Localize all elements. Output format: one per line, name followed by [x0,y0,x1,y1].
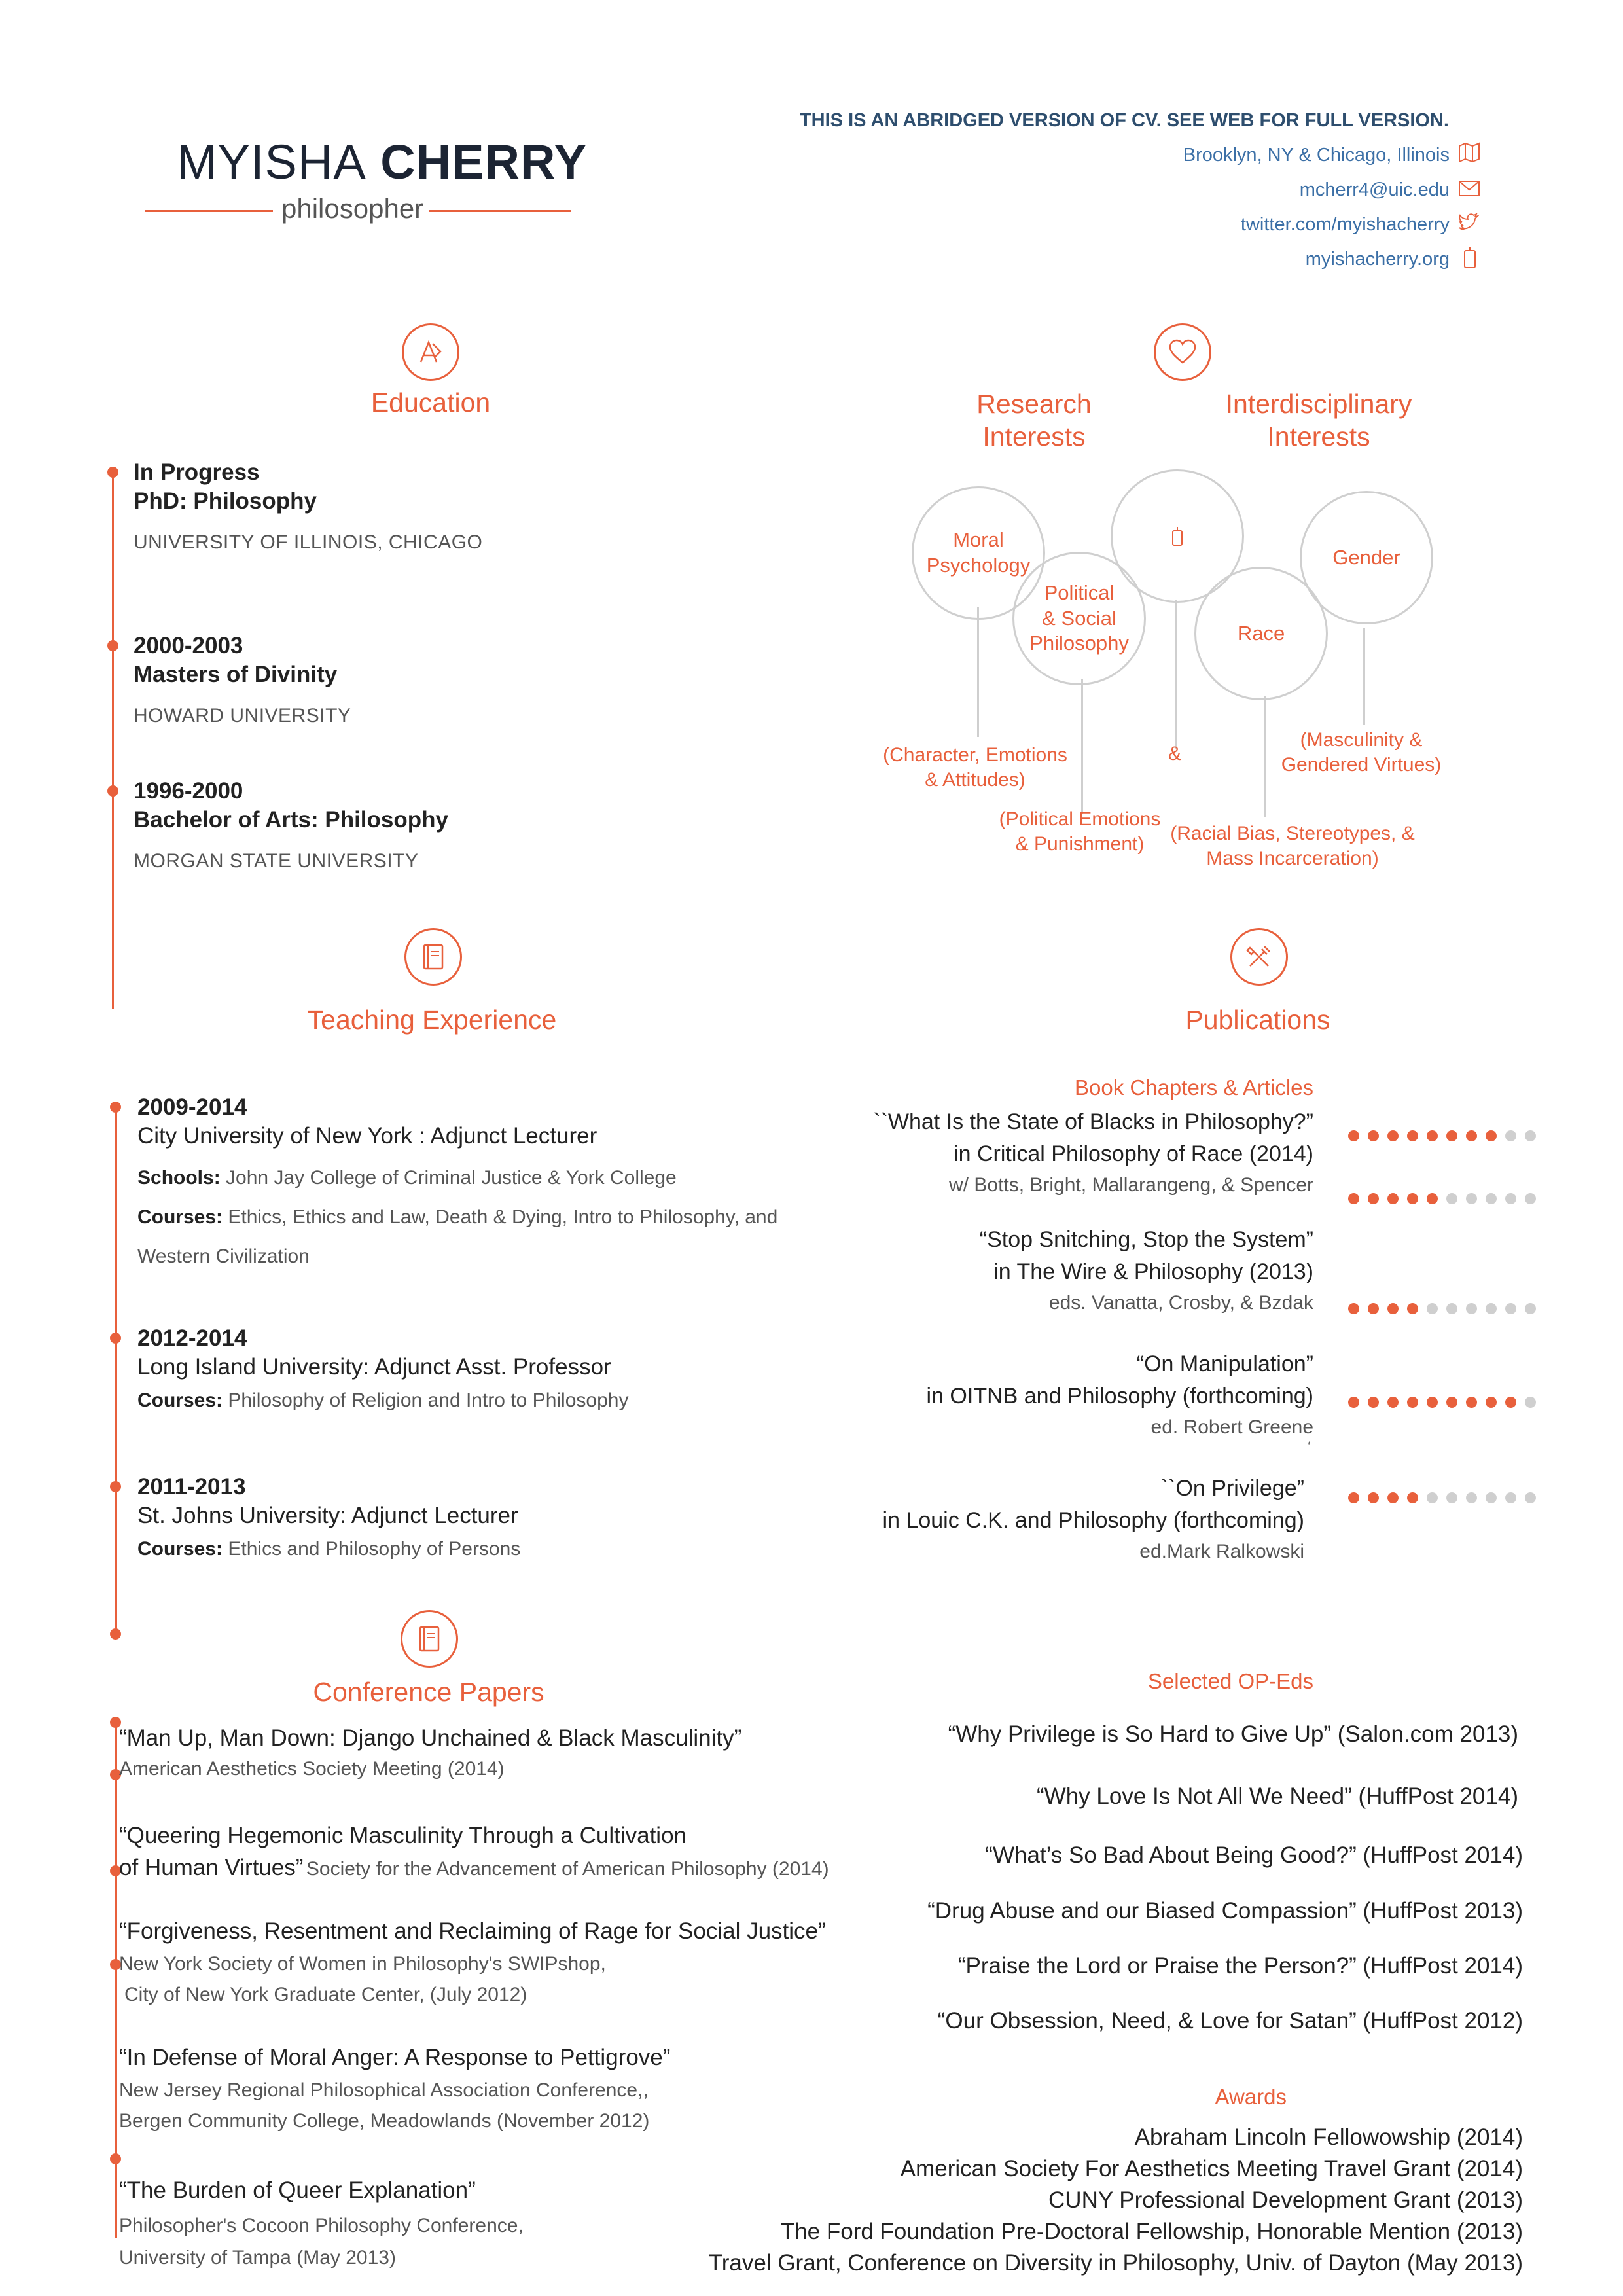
publication-item [980,1224,1313,1317]
interdisciplinary-interests-title [1188,387,1450,453]
rating-dot-empty [1525,1397,1536,1408]
oped-item: “What’s So Bad About Being Good?” (HuffPost 2014) [985,1842,1523,1868]
note-line: Mass Incarceration) [1206,847,1379,869]
pub-eds: ed.Mark Ralkowski [1139,1540,1304,1562]
rating-dot-filled [1407,1397,1418,1408]
role-rule-left [145,210,273,212]
teaching-details [137,1538,520,1560]
role-label: philosopher [281,193,424,224]
education-item [134,458,482,554]
contact-website[interactable]: myishacherry.org [1305,249,1450,270]
education-period: 2000-2003 [134,633,243,658]
pub-book: in Louic C.K. and Philosophy (forthcoming) [882,1508,1304,1534]
last-name: CHERRY [380,135,588,189]
rating-dot-filled [1368,1397,1379,1408]
contact-email[interactable]: mcherr4@uic.edu [1299,179,1450,200]
connector-line [977,607,979,737]
paper-venue: American Aesthetics Society Meeting (2014) [119,1758,505,1780]
teaching-timeline [115,1106,117,1636]
award-item: Travel Grant, Conference on Diversity in Philosophy, Univ. of Dayton (May 2013) [708,2250,1523,2276]
teaching-period: 2012-2014 [137,1325,247,1351]
rating-dot-empty [1486,1303,1497,1314]
rating-dot-empty [1466,1193,1477,1204]
rating-dot-filled [1348,1492,1359,1503]
rating-dot-empty [1486,1193,1497,1204]
award-item: American Society For Aesthetics Meeting Travel Grant (2014) [900,2156,1523,2181]
education-title: Education [370,387,491,418]
pub-book: in The Wire & Philosophy (2013) [993,1259,1313,1285]
note-line: (Masculinity & [1300,729,1423,751]
research-interests-title [903,387,1165,453]
rating-dot-filled [1387,1492,1399,1503]
publication-item [927,1348,1313,1441]
education-item [134,632,351,727]
education-period: In Progress [134,459,260,485]
awards-heading: Awards [1215,2085,1287,2109]
connector-line [1363,628,1365,725]
moral-note [851,743,1099,792]
education-school: MORGAN STATE UNIVERSITY [134,850,419,872]
pub-book: in Critical Philosophy of Race (2014) [954,1141,1313,1167]
education-timeline [112,473,114,1009]
timeline-dot [110,1481,121,1492]
education-school: HOWARD UNIVERSITY [134,704,351,726]
courses-value: Ethics, Ethics and Law, Death & Dying, Intro to Philosophy, and [228,1206,778,1228]
tools-icon [1230,928,1288,986]
bubble-label: Philosophy [1029,632,1129,655]
rating-dot-empty [1525,1130,1536,1141]
paper-venue: Bergen Community College, Meadowlands (November 2012) [119,2109,650,2132]
teaching-details [137,1158,777,1276]
pub-eds: eds. Vanatta, Crosby, & Bzdak [1048,1291,1313,1314]
rating-dot-filled [1427,1130,1438,1141]
rating-dot-filled [1368,1492,1379,1503]
rating-dot-empty [1427,1492,1438,1503]
courses-label: Courses: [137,1389,223,1411]
rating-dot-empty [1446,1193,1457,1204]
rating-dot-empty [1427,1303,1438,1314]
rating-dot-empty [1486,1492,1497,1503]
education-degree: Masters of Divinity [134,661,338,687]
connector-line [1175,600,1177,749]
rating-dot-empty [1466,1303,1477,1314]
role-rule-right [429,210,571,212]
paper-venue: New Jersey Regional Philosophical Association Conference,, [119,2079,649,2102]
rating-dot-filled [1486,1397,1497,1408]
award-item: CUNY Professional Development Grant (2013) [1048,2187,1523,2213]
pub-book: in OITNB and Philosophy (forthcoming) [926,1384,1313,1409]
note-line: (Political Emotions [999,808,1161,830]
pub-rating-dots [1348,1397,1536,1408]
amp-note: & [1168,743,1181,764]
pub-rating-dots [1348,1492,1536,1503]
pub-rating-dots [1348,1193,1536,1204]
education-item [134,777,448,872]
bubble-label: Political [1044,581,1115,604]
teaching-period: 2009-2014 [137,1094,247,1120]
pub-title: ``On Privilege” [1160,1476,1304,1501]
courses-value-cont: Western Civilization [137,1245,310,1267]
rating-dot-filled [1368,1130,1379,1141]
paper-title: of Human Virtues” [119,1855,304,1880]
paper-title: “The Burden of Queer Explanation” [119,2178,476,2203]
rating-dot-empty [1466,1492,1477,1503]
envelope-icon [1458,180,1480,200]
rating-dot-filled [1407,1130,1418,1141]
rating-dot-filled [1446,1130,1457,1141]
rating-dot-empty [1505,1193,1516,1204]
education-icon [402,323,459,381]
paper-venue: New York Society of Women in Philosophy's SWIPshop, [119,1953,606,1975]
note-line: (Character, Emotions [883,744,1067,766]
courses-value: Philosophy of Religion and Intro to Philosophy [228,1389,629,1411]
rating-dot-empty [1446,1303,1457,1314]
note-line: & Punishment) [1015,833,1145,855]
bubble-label: Moral [953,528,1004,552]
contact-location: Brooklyn, NY & Chicago, Illinois [1183,145,1450,166]
rating-dot-filled [1486,1130,1497,1141]
map-icon [1458,142,1480,166]
publication-item [883,1473,1304,1566]
schools-label: Schools: [137,1166,221,1189]
rating-dot-filled [1407,1303,1418,1314]
conference-item [119,1820,829,1884]
contact-twitter[interactable]: twitter.com/myishacherry [1240,214,1450,235]
opeds-heading: Selected OP-Eds [1147,1669,1313,1693]
rating-dot-filled [1387,1397,1399,1408]
paper-venue: University of Tampa (May 2013) [119,2247,396,2269]
conference-item [119,1914,826,2010]
oped-item: “Why Love Is Not All We Need” (HuffPost 2014) [1037,1784,1518,1809]
courses-value: Ethics and Philosophy of Persons [228,1537,521,1560]
oped-item: “Drug Abuse and our Biased Compassion” (HuffPost 2013) [927,1898,1523,1924]
rating-dot-filled [1466,1397,1477,1408]
race-note [1149,821,1436,870]
gender-note [1243,728,1479,777]
pub-eds: w/ Botts, Bright, Mallarangeng, & Spencer [949,1174,1313,1196]
heart-icon [1154,323,1211,381]
rating-dot-filled [1387,1303,1399,1314]
conference-item [119,2172,524,2274]
rating-dot-empty [1446,1492,1457,1503]
teaching-role: City University of New York : Adjunct Lecturer [137,1122,597,1149]
gender-bubble [1300,491,1433,624]
paper-title: “Queering Hegemonic Masculinity Through a Cultivation [119,1823,687,1848]
timeline-dot [110,1333,121,1344]
rating-dot-filled [1387,1130,1399,1141]
pub-rating-dots [1348,1303,1536,1314]
pub-eds: ed. Robert Greene [1150,1416,1313,1438]
courses-label: Courses: [137,1206,223,1228]
teaching-item [137,1093,777,1276]
rating-dot-filled [1348,1397,1359,1408]
paper-venue: City of New York Graduate Center, (July 2012) [124,1983,527,2005]
rating-dot-empty [1525,1193,1536,1204]
note-line: (Racial Bias, Stereotypes, & [1170,823,1415,844]
rating-dot-filled [1407,1193,1418,1204]
timeline-dot [110,2153,121,2164]
conference-title: Conference Papers [313,1677,544,1707]
rating-dot-empty [1525,1492,1536,1503]
rating-dot-filled [1466,1130,1477,1141]
pub-title: “Stop Snitching, Stop the System” [979,1227,1313,1252]
bubble-label: Gender [1332,545,1400,569]
phone-icon [1171,526,1183,547]
rating-dot-filled [1446,1397,1457,1408]
twitter-bird-icon [1458,213,1479,235]
rating-dot-filled [1407,1492,1418,1503]
book-chapters-heading: Book Chapters & Articles [1075,1075,1313,1100]
award-item: Abraham Lincoln Fellowowship (2014) [1134,2125,1523,2150]
research-title-line: Interests [982,422,1086,452]
teaching-item [137,1473,520,1560]
teaching-title: Teaching Experience [307,1005,557,1035]
teaching-item [137,1324,628,1412]
inter-title-line: Interdisciplinary [1225,389,1412,419]
rating-dot-filled [1427,1193,1438,1204]
rating-dot-filled [1348,1130,1359,1141]
teaching-period: 2011-2013 [137,1474,246,1499]
inter-title-line: Interests [1267,422,1370,452]
education-period: 1996-2000 [134,778,243,804]
timeline-dot [107,640,118,651]
bubble-label: & Social [1042,606,1116,630]
awards-list [709,2122,1523,2279]
book-icon [404,928,462,986]
timeline-dot [107,785,118,797]
rating-dot-empty [1505,1130,1516,1141]
political-philosophy-bubble [1012,552,1146,685]
conference-item [119,2040,670,2136]
teaching-details [137,1390,628,1412]
note-line: & Attitudes) [925,768,1026,791]
rating-dot-empty [1525,1303,1536,1314]
publications-title: Publications [1185,1005,1330,1035]
paper-venue: Philosopher's Cocoon Philosophy Conference, [119,2214,524,2236]
paper-title: “Man Up, Man Down: Django Unchained & Black Masculinity” [119,1725,742,1751]
teaching-role: St. Johns University: Adjunct Lecturer [137,1502,518,1528]
pub-rating-dots [1348,1130,1536,1141]
rating-dot-empty [1505,1303,1516,1314]
cv-notice: THIS IS AN ABRIDGED VERSION OF CV. SEE WEB FOR FULL VERSION. [799,110,1449,131]
timeline-dot [107,467,118,478]
paper-title: “In Defense of Moral Anger: A Response to Pettigrove” [119,2045,671,2070]
bubble-label: Psychology [926,554,1031,577]
education-school: UNIVERSITY OF ILLINOIS, CHICAGO [134,531,483,553]
book-icon [401,1610,458,1668]
rating-dot-filled [1368,1303,1379,1314]
oped-item: “Our Obsession, Need, & Love for Satan” (HuffPost 2012) [937,2008,1523,2034]
education-degree: PhD: Philosophy [134,488,317,514]
rating-dot-filled [1348,1193,1359,1204]
note-line: Gendered Virtues) [1281,753,1442,776]
oped-item: “Why Privilege is So Hard to Give Up” (Salon.com 2013) [948,1721,1518,1747]
education-degree: Bachelor of Arts: Philosophy [134,806,448,833]
bubble-label: Race [1237,621,1285,645]
phone-icon [1463,245,1476,272]
rating-dot-filled [1348,1303,1359,1314]
schools-value: John Jay College of Criminal Justice & York College [226,1166,677,1189]
name-heading [177,134,587,190]
research-title-line: Research [976,389,1092,419]
conference-item [119,1725,741,1780]
rating-dot-filled [1427,1397,1438,1408]
rating-dot-filled [1387,1193,1399,1204]
publication-item [873,1106,1313,1199]
paper-title: “Forgiveness, Resentment and Reclaiming of Rage for Social Justice” [119,1918,826,1944]
stray-mark: ‘ [1308,1439,1311,1455]
rating-dot-empty [1505,1492,1516,1503]
pub-title: “On Manipulation” [1136,1352,1313,1376]
first-name: MYISHA [177,135,366,189]
paper-venue: Society for the Advancement of American Philosophy (2014) [306,1858,829,1880]
oped-item: “Praise the Lord or Praise the Person?” (HuffPost 2014) [957,1953,1523,1979]
timeline-dot [110,1628,121,1640]
rating-dot-filled [1505,1397,1516,1408]
award-item: The Ford Foundation Pre-Doctoral Fellowship, Honorable Mention (2013) [780,2219,1523,2244]
rating-dot-filled [1368,1193,1379,1204]
teaching-role: Long Island University: Adjunct Asst. Professor [137,1354,611,1380]
pub-title: ``What Is the State of Blacks in Philosophy?” [873,1109,1313,1134]
courses-label: Courses: [137,1537,223,1560]
